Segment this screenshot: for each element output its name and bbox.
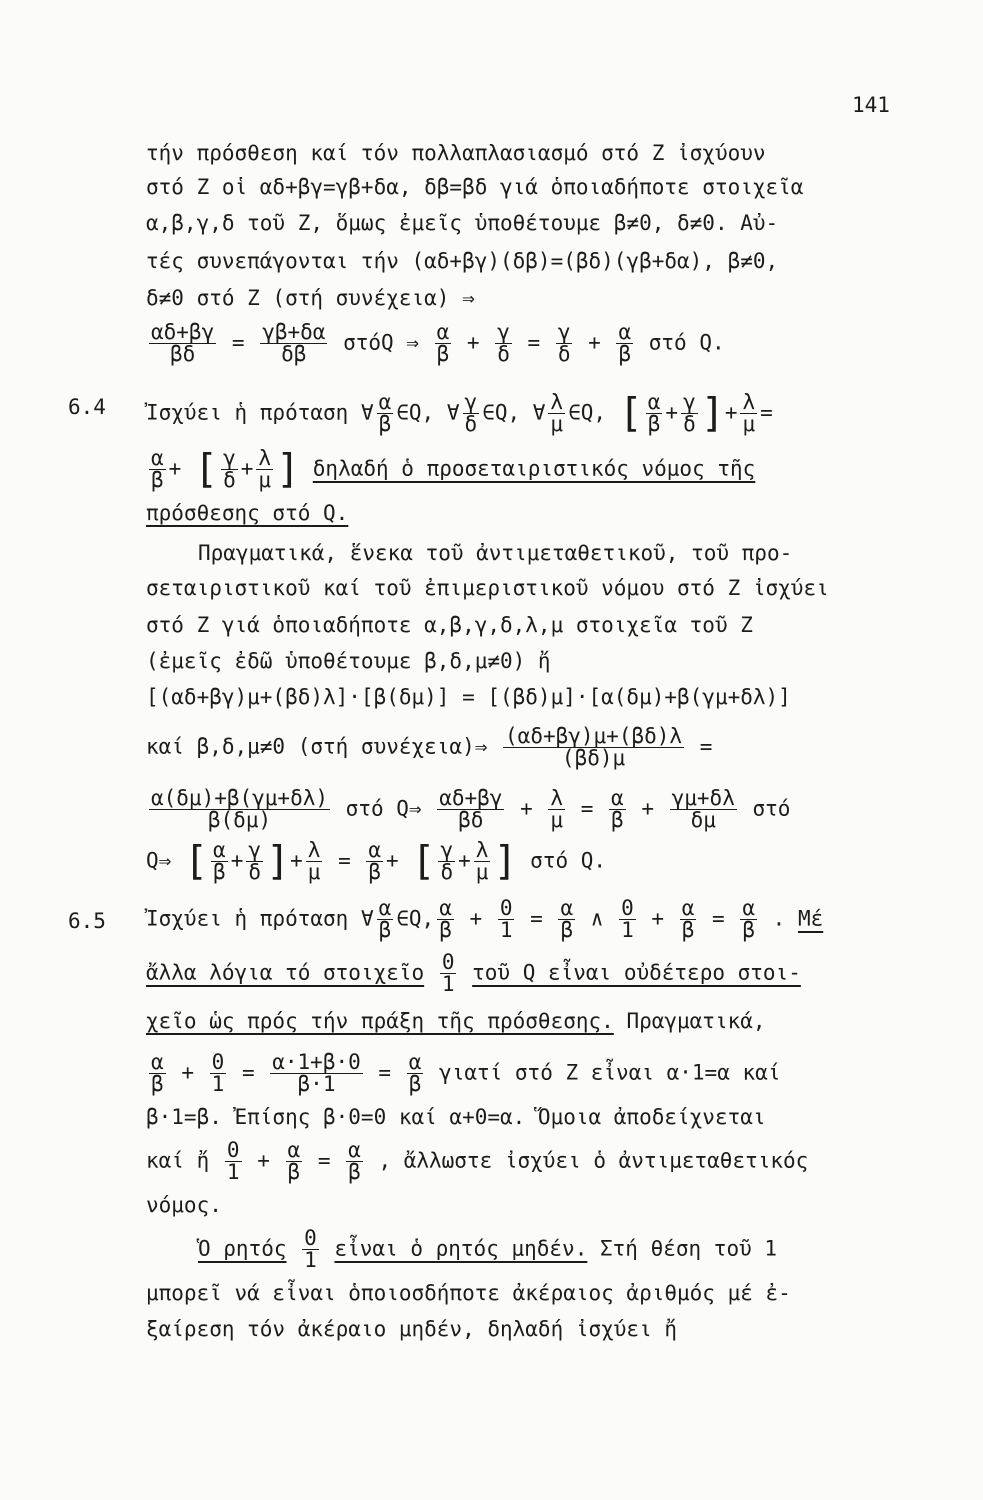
equation-6: καί ἤ $\frac{0}{1}$ + $\frac{\alpha}{\beta}$ = $\frac{\alpha}{\beta}$ , ἄλλωστε ἰσχύει ὁ ἀντιμεταθετικός [146,1138,809,1184]
text-line: δ≠0 στό Z (στή συνέχεια) ⇒ [146,286,475,310]
proposition-6-4: Ἰσχύει ἡ πρόταση ∀ $\frac{\alpha}{\beta}$ ∈Q, ∀ $\frac{\gamma}{\delta}$ ∈Q, ∀ $\frac{\lambda}{\mu}$ ∈Q, [ $\frac{\alpha}{\beta}$ + $\frac{\gamma}{\delta}$ ]+ $\frac{\lambda}{\mu}$ = [146,390,773,437]
text-line: μπορεῖ νά εἶναι ὁποιοσδήποτε ἀκέραιος ἀριθμός μέ ἐ- [146,1281,791,1305]
equation-1: $\frac{\alpha\delta+\beta\gamma}{\beta\delta}$ = $\frac{\gamma\beta+\delta\alpha}{\delta\beta}$ στόQ ⇒ $\frac{\alpha}{\beta}$ + $\frac{\gamma}{\delta}$ = $\frac{\gamma}{\delta}$ + $\frac{\alpha}{\beta}$ στό Q. [151,320,725,366]
proposition-6-5: Ἰσχύει ἡ πρόταση ∀ $\frac{\alpha}{\beta}$ ∈Q, $\frac{\alpha}{\beta}$ + $\frac{0}{1}$ = $\frac{\alpha}{\beta}$ ∧ $\frac{0}{1}$ + $\frac{\alpha}{\beta}$ = $\frac{\alpha}{\beta}$ . Μέ [146,896,824,942]
equation-5: $\frac{\alpha}{\beta}$ + $\frac{0}{1}$ = $\frac{\alpha\cdot 1+\beta\cdot 0}{\beta\cdot 1}$ = $\frac{\alpha}{\beta}$ γιατί στό Z εἶναι α·1=α καί [151,1050,781,1096]
equation-4: Q⇒ [ $\frac{\alpha}{\beta}$ + $\frac{\gamma}{\delta}$ ]+ $\frac{\lambda}{\mu}$ = $\frac{\alpha}{\beta}$ + [ $\frac{\gamma}{\delta}$ + $\frac{\lambda}{\mu}$ ] στό Q. [146,838,607,885]
text-line: χεῖο ὡς πρός τήν πράξη τῆς πρόσθεσης. Πραγματικά, [146,1009,766,1033]
proposition-6-4-cont: $\frac{\alpha}{\beta}$ + [ $\frac{\gamma}{\delta}$ + $\frac{\lambda}{\mu}$ ] δηλαδή ὁ προσεταιριστικός νόμος τῆς [151,446,756,493]
fraction: $\frac{\alpha\delta+\beta\gamma}{\beta\delta}$ [151,320,215,366]
fraction: $\frac{\gamma\beta+\delta\alpha}{\delta\beta}$ [262,320,326,366]
text-line: στό Z οἱ αδ+βγ=γβ+δα, δβ=βδ γιά ὁποιαδήποτε στοιχεῖα [146,175,804,199]
text-line: τήν πρόσθεση καί τόν πολλαπλασιασμό στό Z ἰσχύουν [146,141,766,165]
text-line: Πραγματικά, ἕνεκα τοῦ ἀντιμεταθετικοῦ, τοῦ προ- [198,541,793,565]
text-line: ξαίρεση τόν ἀκέραιο μηδέν, δηλαδή ἰσχύει ἤ [146,1317,678,1341]
text-line: πρόσθεσης στό Q. [146,501,349,525]
text-line: νόμος. [146,1193,222,1217]
section-number: 6.5 [68,909,106,933]
equation-2: καί β,δ,μ≠0 (στή συνέχεια)⇒ $\frac{(\alpha\delta+\beta\gamma)\mu+(\beta\delta)\lambda}{(\beta\delta)\mu}$ = [146,724,713,770]
text-line: β·1=β. Ἐπίσης β·0=0 καί α+0=α. Ὅμοια ἀποδείχνεται [146,1105,766,1129]
text-line: ἄλλα λόγια τό στοιχεῖο $\frac{0}{1}$ τοῦ Q εἶναι οὐδέτερο στοι- [146,950,801,996]
equation-3: $\frac{\alpha(\delta\mu)+\beta(\gamma\mu+\delta\lambda)}{\beta(\delta\mu)}$ στό Q⇒ $\frac{\alpha\delta+\beta\gamma}{\beta\delta}$ + $\frac{\lambda}{\mu}$ = $\frac{\alpha}{\beta}$ + $\frac{\gamma\mu+\delta\lambda}{\delta\mu}$ στό [151,786,791,832]
text-line: (ἐμεῖς ἐδῶ ὑποθέτουμε β,δ,μ≠0) ἤ [146,649,551,673]
text-line: στό Z γιά ὁποιαδήποτε α,β,γ,δ,λ,μ στοιχεῖα τοῦ Z [146,613,753,637]
text-line: σεταιριστικοῦ καί τοῦ ἐπιμεριστικοῦ νόμου στό Z ἰσχύει [146,576,829,600]
text-line: τές συνεπάγονται τήν (αδ+βγ)(δβ)=(βδ)(γβ+δα), β≠0, [146,249,779,273]
section-number: 6.4 [68,395,106,419]
page-number: 141 [852,93,890,117]
text-line: α,β,γ,δ τοῦ Z, ὅμως ἐμεῖς ὑποθέτουμε β≠0, δ≠0. Αὐ- [146,211,779,235]
text-line: [(αδ+βγ)μ+(βδ)λ]·[β(δμ)] = [(βδ)μ]·[α(δμ)+β(γμ+δλ)] [146,685,791,709]
text-line: Ὁ ρητός $\frac{0}{1}$ εἶναι ὁ ρητός μηδέν. Στή θέση τοῦ 1 [198,1226,778,1272]
